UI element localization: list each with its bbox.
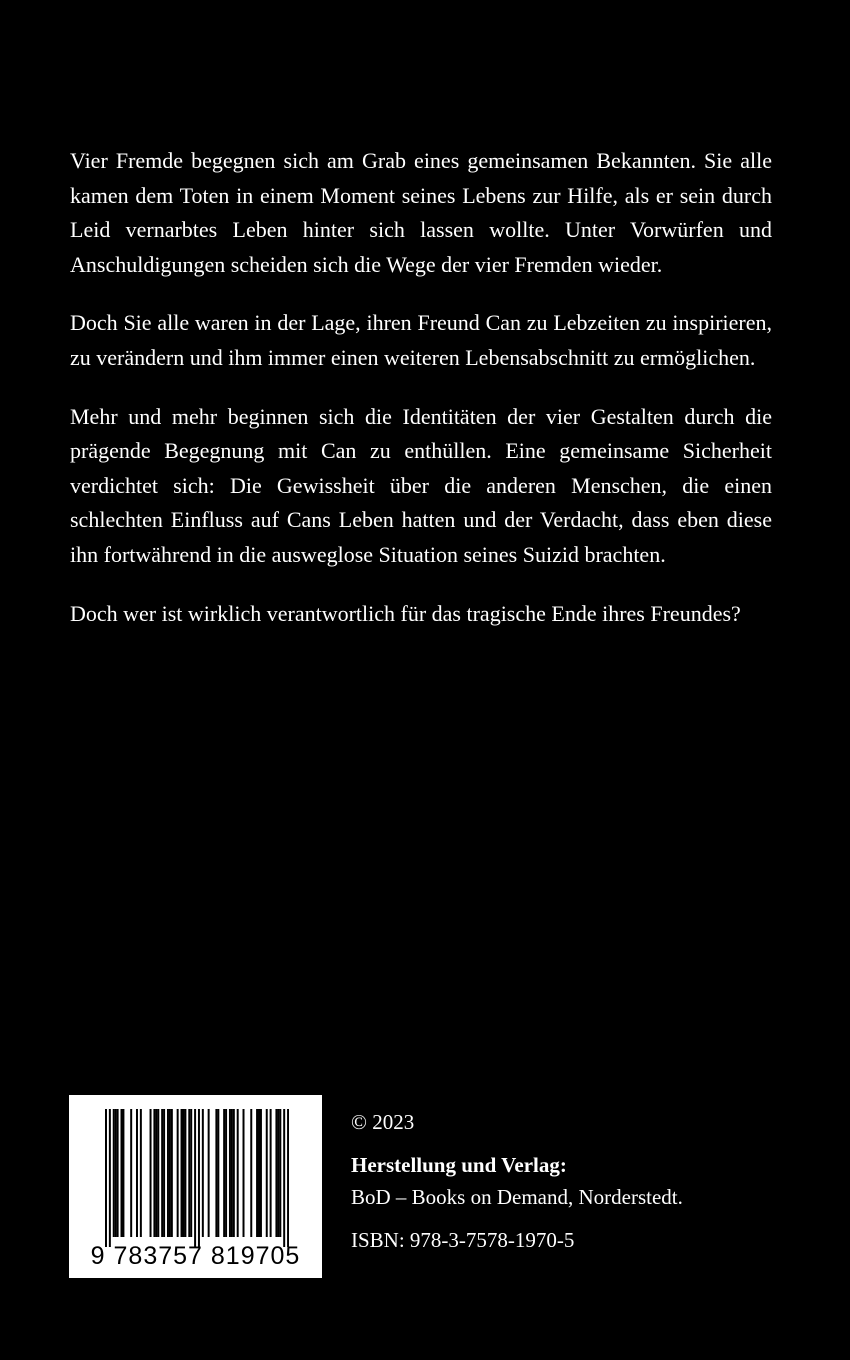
barcode-bar: [223, 1109, 225, 1237]
barcode-bar: [198, 1109, 200, 1247]
barcode-bar: [122, 1109, 124, 1237]
barcode-bar: [161, 1109, 163, 1237]
barcode-bar: [250, 1109, 252, 1237]
imprint-heading: Herstellung und Verlag:: [351, 1153, 567, 1177]
barcode-bar: [229, 1109, 231, 1237]
barcode-bar: [155, 1109, 157, 1237]
barcode-digits: 9 783757 819705: [90, 1242, 301, 1270]
isbn-number: ISBN: 978-3-7578-1970-5: [351, 1228, 575, 1252]
barcode-bar: [115, 1109, 117, 1237]
barcode-bar: [171, 1109, 173, 1237]
barcode-bar: [217, 1109, 219, 1237]
barcode-bar: [283, 1109, 285, 1247]
blurb-paragraph-3: Mehr und mehr beginnen sich die Identitäten der vier Gestalten durch die prägende Begegnung mit Can zu enthüllen. Eine gemeinsame Sicherheit verdichtet sich: Die Gewissheit über die anderen Menschen, die einen schlechten Einfluss auf Cans Leben hatten und der Verdacht, dass eben diese ihn fortwährend in die ausweglose Situation seines Suizid brachten.: [70, 403, 772, 567]
barcode: [69, 1095, 322, 1278]
blurb-paragraph-4: Doch wer ist wirklich verantwortlich für das tragische Ende ihres Freundes?: [70, 600, 741, 626]
barcode-bar: [287, 1109, 289, 1247]
barcode-bar: [150, 1109, 152, 1237]
copyright-notice: © 2023: [351, 1110, 415, 1134]
barcode-bar: [157, 1109, 159, 1237]
barcode-bar: [153, 1109, 155, 1237]
barcode-bar: [117, 1109, 119, 1237]
barcode-bar: [231, 1109, 233, 1237]
barcode-bar: [202, 1109, 204, 1237]
barcode-bar: [270, 1109, 272, 1237]
barcode-bar: [237, 1109, 239, 1237]
barcode-bar: [109, 1109, 111, 1247]
barcode-bar: [167, 1109, 169, 1237]
barcode-bar: [243, 1109, 245, 1237]
imprint: [351, 1106, 821, 1256]
barcode-bar: [275, 1109, 277, 1237]
barcode-bar: [169, 1109, 171, 1237]
barcode-bar: [258, 1109, 260, 1237]
blurb-paragraph-2: Doch Sie alle waren in der Lage, ihren Freund Can zu Lebzeiten zu inspirieren, zu verändern und ihm immer einen weiteren Lebensabschnitt zu ermöglichen.: [70, 310, 772, 370]
barcode-bar: [279, 1109, 281, 1237]
blurb-paragraph-1: Vier Fremde begegnen sich am Grab eines gemeinsamen Bekannten. Sie alle kamen dem Toten in einem Moment seines Lebens zur Hilfe, als er sein durch Leid vernarbtes Leben hinter sich lassen wollte. Unter Vorwürfen und Anschuldigungen scheiden sich die Wege der vier Fremden wieder.: [70, 148, 772, 277]
barcode-bar: [177, 1109, 179, 1237]
barcode-bar: [260, 1109, 262, 1237]
barcode-bar: [140, 1109, 142, 1237]
barcode-bar: [225, 1109, 227, 1237]
barcode-bar: [266, 1109, 268, 1237]
barcode-bar: [215, 1109, 217, 1237]
barcode-bar: [277, 1109, 279, 1237]
blurb-text: [70, 144, 772, 655]
barcode-bar: [233, 1109, 235, 1237]
barcode-bar: [184, 1109, 186, 1237]
barcode-bar: [136, 1109, 138, 1237]
barcode-bar: [181, 1109, 183, 1237]
barcode-bar: [190, 1109, 192, 1237]
barcode-bar: [163, 1109, 165, 1237]
barcode-bar: [194, 1109, 196, 1247]
barcode-bar: [182, 1109, 184, 1237]
barcode-bars: [105, 1109, 289, 1247]
barcode-bar: [113, 1109, 115, 1237]
barcode-bar: [120, 1109, 122, 1237]
barcode-bar: [188, 1109, 190, 1237]
barcode-bar: [105, 1109, 107, 1247]
barcode-bar: [208, 1109, 210, 1237]
barcode-bar: [256, 1109, 258, 1237]
publisher-name: BoD – Books on Demand, Norderstedt.: [351, 1185, 683, 1209]
barcode-bar: [130, 1109, 132, 1237]
